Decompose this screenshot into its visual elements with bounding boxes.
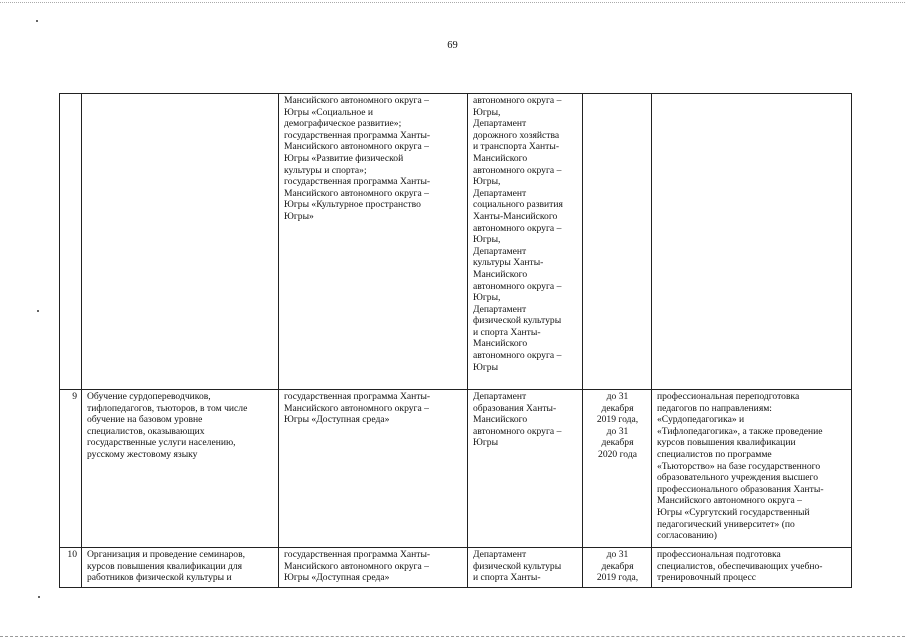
result-cell: профессиональная подготовка специалистов, обеспечивающих учебно- тренировочный процесс	[652, 548, 852, 588]
program-cell: государственная программа Ханты- Мансийского автономного округа – Югры «Доступная среда»	[279, 390, 468, 548]
result-cell	[652, 94, 852, 390]
deadline-cell: до 31 декабря 2019 года, до 31 декабря 2020 года	[583, 390, 652, 548]
activity-cell: Организация и проведение семинаров, курсов повышения квалификации для работников физической культуры и	[82, 548, 279, 588]
row-number	[60, 94, 82, 390]
table-row	[60, 390, 852, 548]
table-row	[60, 94, 852, 390]
scan-bottom-edge	[0, 636, 905, 637]
row-number: 9	[60, 390, 82, 548]
activity-cell: Обучение сурдопереводчиков, тифлопедагогов, тьюторов, в том числе обучение на базовом уровне специалистов, оказывающих государственные услуги населению, русскому жестовому языку	[82, 390, 279, 548]
executor-cell: Департамент физической культуры и спорта Ханты-	[468, 548, 583, 588]
result-cell: профессиональная переподготовка педагогов по направлениям: «Сурдопедагогика» и «Тифлопедагогика», а также проведение курсов повышения квалификации специалистов по программе «Тьюторство» на базе государственного образовательного учреждения высшего профессионального образования Ханты- Мансийского автономного округа – Югры «Сургутский государственный педагогический университет» (по согласованию)	[652, 390, 852, 548]
activity-cell	[82, 94, 279, 390]
deadline-cell: до 31 декабря 2019 года,	[583, 548, 652, 588]
program-cell: Мансийского автономного округа – Югры «Социальное и демографическое развитие»; государственная программа Ханты- Мансийского автономного округа – Югры «Развитие физической культуры и спорта»; государственная программа Ханты- Мансийского автономного округа – Югры «Культурное пространство Югры»	[279, 94, 468, 390]
executor-cell: автономного округа – Югры, Департамент дорожного хозяйства и транспорта Ханты- Мансийского автономного округа – Югры, Департамент социального развития Ханты-Мансийского автономного округа – Югры, Департамент культуры Ханты- Мансийского автономного округа – Югры, Департамент физической культуры и спорта Ханты- Мансийского автономного округа – Югры	[468, 94, 583, 390]
measures-table	[59, 93, 852, 588]
executor-cell: Департамент образования Ханты- Мансийского автономного округа – Югры	[468, 390, 583, 548]
program-cell: государственная программа Ханты- Мансийского автономного округа – Югры «Доступная среда»	[279, 548, 468, 588]
table-row	[60, 548, 852, 588]
deadline-cell	[583, 94, 652, 390]
scan-speck	[38, 596, 40, 598]
page-number: 69	[447, 40, 458, 51]
row-number: 10	[60, 548, 82, 588]
scan-speck	[37, 310, 39, 312]
scan-speck	[36, 20, 38, 22]
scan-top-edge	[0, 2, 905, 3]
